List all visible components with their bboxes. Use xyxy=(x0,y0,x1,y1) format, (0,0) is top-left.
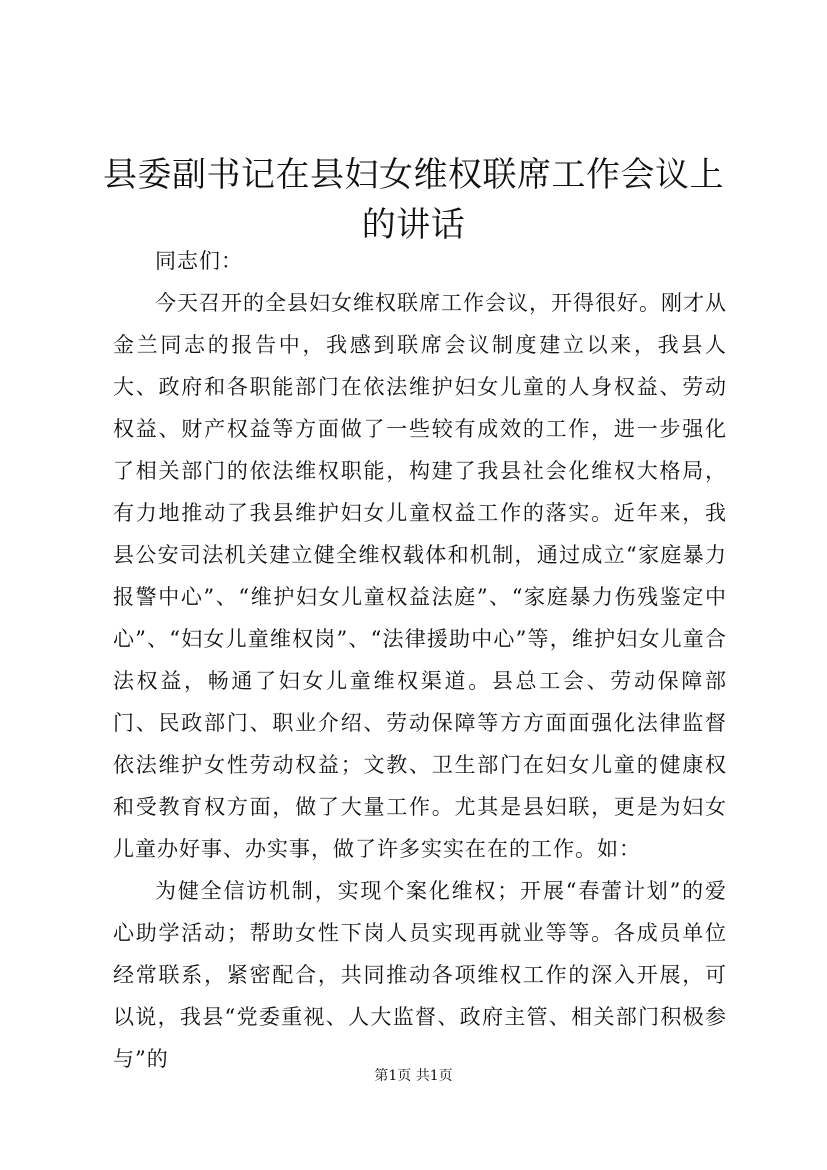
document-title: 县委副书记在县妇女维权联席工作会议上的讲话 xyxy=(103,155,724,245)
page-footer: 第1页 共1页 xyxy=(374,1068,453,1084)
paragraph-2: 为健全信访机制，实现个案化维权；开展“春蕾计划”的爱心助学活动；帮助女性下岗人员实现再就业等等。各成员单位经常联系，紧密配合，共同推动各项维权工作的深入开展，可以说，我县“党委重视、人大监督、政府主管、相关部门积极参与”的 xyxy=(113,879,727,1071)
paragraph-1: 今天召开的全县妇女维权联席工作会议，开得很好。刚才从金兰同志的报告中，我感到联席会议制度建立以来，我县人大、政府和各职能部门在依法维护妇女儿童的人身权益、劳动权益、财产权益等方面做了一些较有成效的工作，进一步强化了相关部门的依法维权职能，构建了我县社会化维权大格局，有力地推动了我县维护妇女儿童权益工作的落实。近年来，我县公安司法机关建立健全维权载体和机制，通过成立“家庭暴力报警中心”、“维护妇女儿童权益法庭”、“家庭暴力伤残鉴定中心”、“妇女儿童维权岗”、“法律援助中心”等，维护妇女儿童合法权益，畅通了妇女儿童维权渠道。县总工会、劳动保障部门、民政部门、职业介绍、劳动保障等方方面面强化法律监督依法维护女性劳动权益；文教、卫生部门在妇女儿童的健康权和受教育权方面，做了大量工作。尤其是县妇联，更是为妇女儿童办好事、办实事，做了许多实实在在的工作。如： xyxy=(113,291,727,861)
greeting: 同志们： xyxy=(155,249,243,273)
document-body xyxy=(113,240,727,1080)
